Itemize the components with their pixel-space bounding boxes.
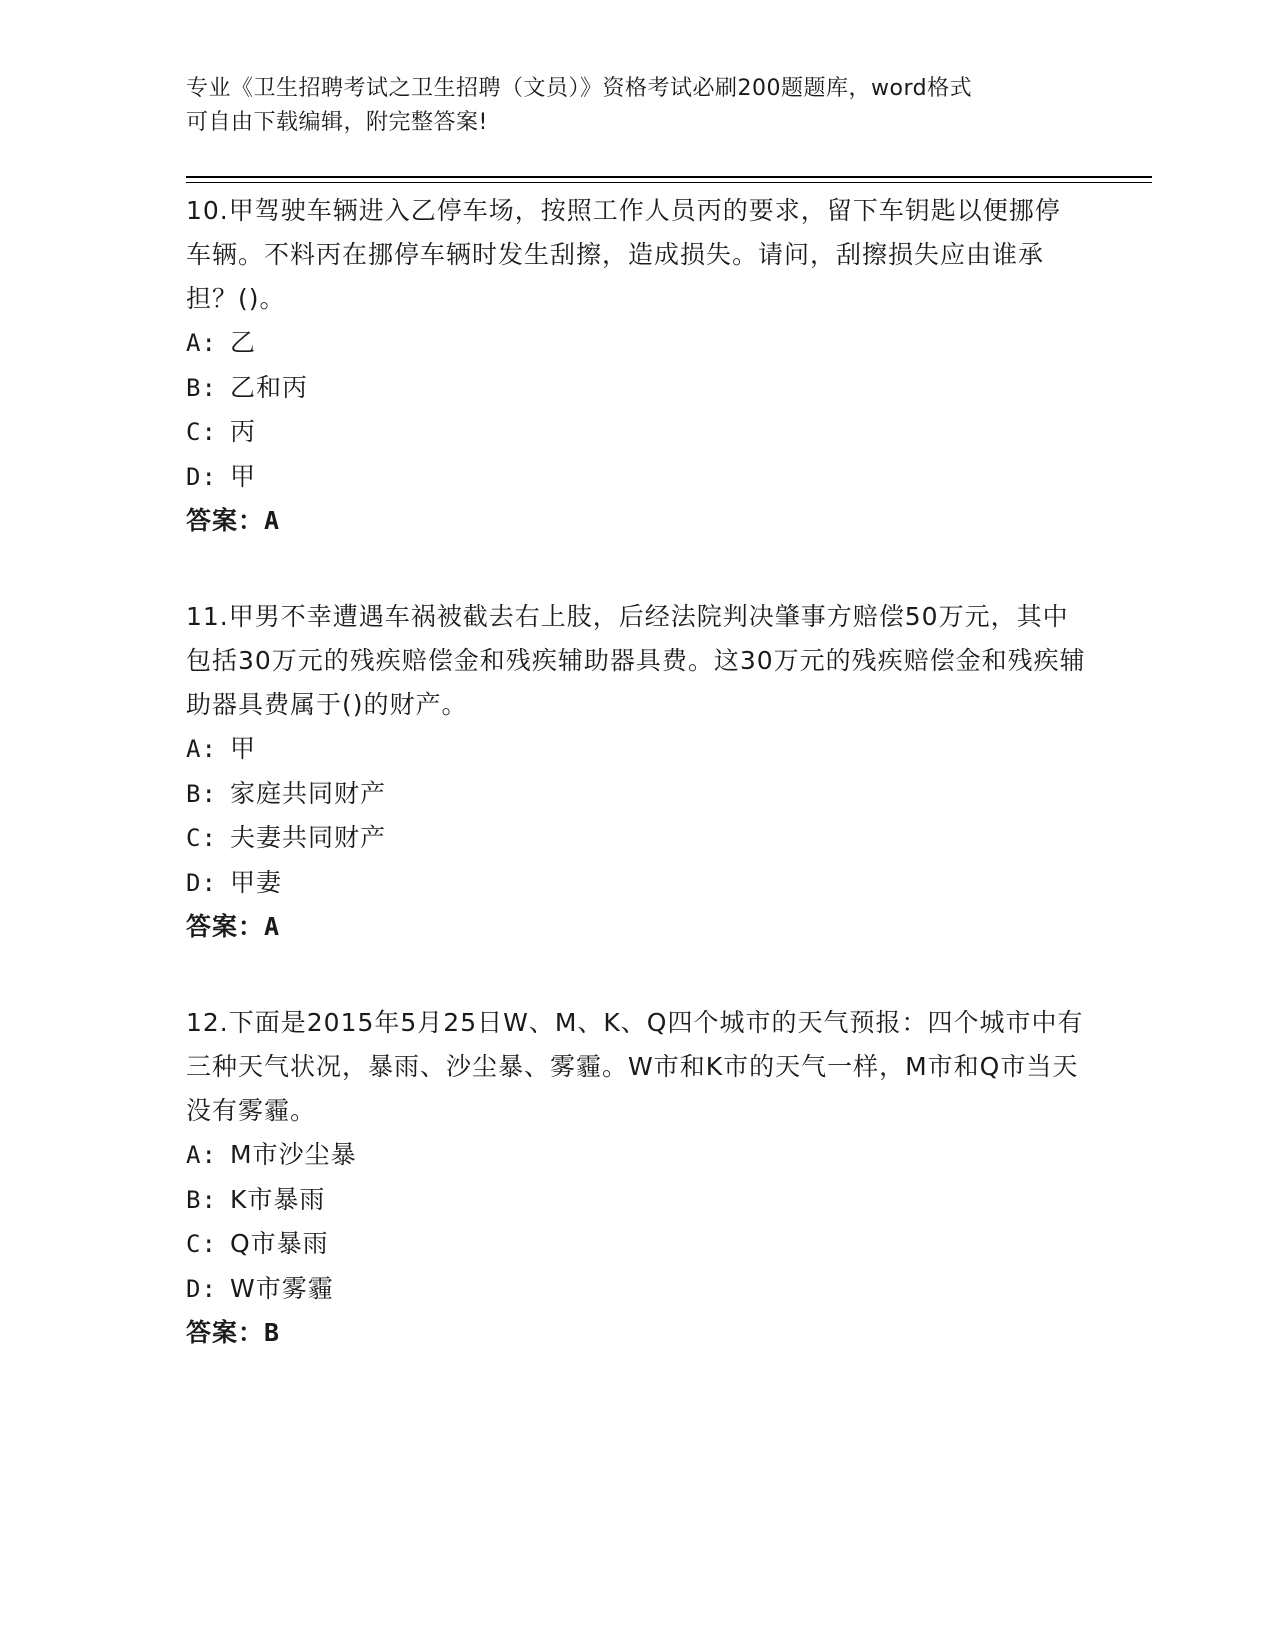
option-text: W市雾霾 <box>230 1273 334 1303</box>
option-text: Q市暴雨 <box>230 1229 329 1258</box>
option-b <box>186 366 1086 411</box>
option-letter: D: <box>186 868 217 897</box>
option-letter: B: <box>186 373 217 402</box>
option-text: 丙 <box>230 417 257 446</box>
answer-label: 答案： <box>186 506 265 535</box>
option-a <box>186 727 1086 772</box>
option-b <box>186 1178 1086 1223</box>
option-text: 家庭共同财产 <box>230 778 387 808</box>
option-text: 甲妻 <box>230 867 283 897</box>
answer-label: 答案： <box>186 912 265 941</box>
question-11 <box>186 595 1086 949</box>
option-letter: C: <box>186 1230 217 1258</box>
option-letter: B: <box>186 1185 217 1214</box>
question-stem: 11.甲男不幸遭遇车祸被截去右上肢，后经法院判决肇事方赔偿50万元，其中包括30万元的残疾赔偿金和残疾辅助器具费。这30万元的残疾赔偿金和残疾辅助器具费属于()的财产。 <box>186 602 1086 719</box>
option-c <box>186 410 1086 455</box>
option-c <box>186 816 1086 861</box>
option-letter: B: <box>186 779 217 808</box>
option-letter: D: <box>186 462 217 491</box>
header-line-1: 专业《卫生招聘考试之卫生招聘（文员）》资格考试必刷200题题库，word格式 <box>186 76 973 101</box>
answer-line <box>186 499 1086 543</box>
option-d <box>186 1267 1086 1312</box>
option-c <box>186 1222 1086 1267</box>
question-stem: 10.甲驾驶车辆进入乙停车场，按照工作人员丙的要求，留下车钥匙以便挪停车辆。不料丙在挪停车辆时发生刮擦，造成损失。请问，刮擦损失应由谁承担？()。 <box>186 196 1061 313</box>
option-a <box>186 321 1086 366</box>
option-b <box>186 772 1086 817</box>
option-letter: C: <box>186 824 217 852</box>
option-d <box>186 455 1086 500</box>
header-divider-thin <box>186 182 1152 183</box>
answer-value: A <box>264 506 281 535</box>
option-text: 乙 <box>230 328 257 357</box>
option-letter: D: <box>186 1274 217 1303</box>
answer-line <box>186 905 1086 949</box>
option-letter: A: <box>186 329 217 357</box>
document-header <box>186 72 1086 140</box>
option-a <box>186 1133 1086 1178</box>
option-text: 甲 <box>230 734 257 763</box>
option-text: K市暴雨 <box>230 1184 326 1214</box>
option-letter: A: <box>186 1141 217 1169</box>
option-d <box>186 861 1086 906</box>
question-12 <box>186 1001 1086 1355</box>
answer-label: 答案： <box>186 1318 265 1347</box>
option-letter: C: <box>186 418 217 446</box>
question-10 <box>186 189 1086 543</box>
answer-line <box>186 1311 1086 1355</box>
answer-value: A <box>264 912 281 941</box>
answer-value: B <box>264 1318 281 1347</box>
header-divider-thick <box>186 176 1152 178</box>
header-line-2: 可自由下载编辑，附完整答案! <box>186 110 488 135</box>
option-letter: A: <box>186 735 217 763</box>
option-text: M市沙尘暴 <box>230 1140 357 1169</box>
question-stem: 12.下面是2015年5月25日W、M、K、Q四个城市的天气预报：四个城市中有三种天气状况，暴雨、沙尘暴、雾霾。W市和K市的天气一样，M市和Q市当天没有雾霾。 <box>186 1008 1084 1125</box>
option-text: 甲 <box>230 461 257 491</box>
option-text: 夫妻共同财产 <box>230 823 387 852</box>
option-text: 乙和丙 <box>230 372 309 402</box>
